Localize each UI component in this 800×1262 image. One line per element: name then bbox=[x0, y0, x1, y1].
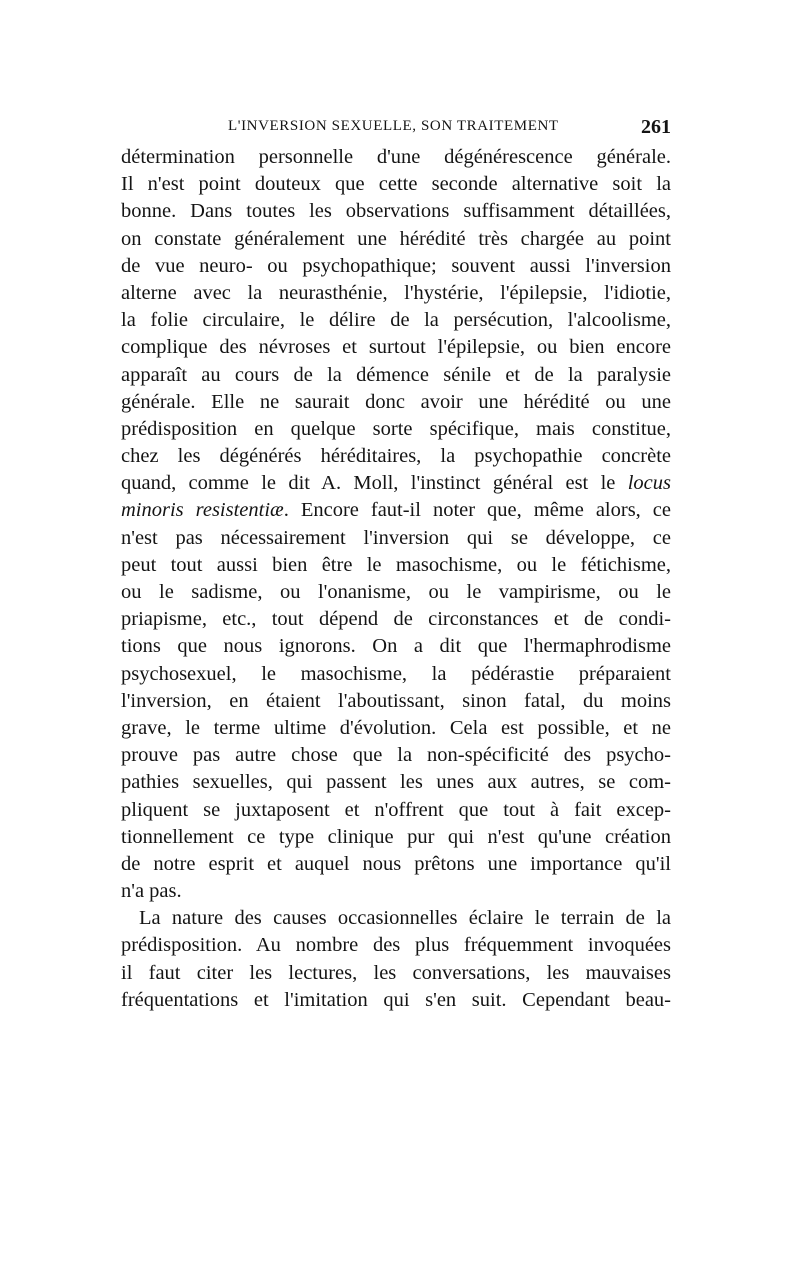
text-line: il faut citer les lectures, les conversations, les mauvaises bbox=[121, 961, 671, 984]
paragraph-start-line: La nature des causes occasionnelles éclaire le terrain de la bbox=[139, 907, 671, 930]
text-line: générale. Elle ne saurait donc avoir une hérédité ou une bbox=[121, 390, 671, 413]
text-line: pliquent se juxtaposent et n'offrent que tout à fait excep- bbox=[121, 798, 671, 821]
running-header bbox=[121, 116, 671, 140]
text-line: chez les dégénérés héréditaires, la psychopathie concrète bbox=[121, 445, 671, 468]
text-line: apparaît au cours de la démence sénile et de la paralysie bbox=[121, 363, 671, 386]
text-line: ou le sadisme, ou l'onanisme, ou le vampirisme, ou le bbox=[121, 581, 671, 603]
text-line: détermination personnelle d'une dégénérescence générale. bbox=[121, 146, 671, 168]
text-line: de vue neuro- ou psychopathique; souvent aussi l'inversion bbox=[121, 254, 671, 277]
text-line: prédisposition. Au nombre des plus fréquemment invoquées bbox=[121, 934, 671, 957]
text-line: la folie circulaire, le délire de la persécution, l'alcoolisme, bbox=[121, 309, 671, 332]
text-line: bonne. Dans toutes les observations suffisamment détaillées, bbox=[121, 200, 671, 223]
text-line: de notre esprit et auquel nous prêtons une importance qu'il bbox=[121, 852, 671, 875]
text-line: psychosexuel, le masochisme, la pédérastie préparaient bbox=[121, 662, 671, 685]
text-line: grave, le terme ultime d'évolution. Cela est possible, et ne bbox=[121, 716, 671, 739]
text-line: complique des névroses et surtout l'épilepsie, ou bien encore bbox=[121, 336, 671, 359]
running-title: L'INVERSION SEXUELLE, SON TRAITEMENT bbox=[228, 118, 559, 134]
italic-latin-phrase: minoris resistentiæ bbox=[121, 499, 284, 522]
text-line: tions que nous ignorons. On a dit que l'hermaphrodisme bbox=[121, 635, 671, 658]
text-line: Il n'est point douteux que cette seconde alternative soit la bbox=[121, 173, 671, 196]
text-line: priapisme, etc., tout dépend de circonstances et de condi- bbox=[121, 608, 671, 631]
text-line: l'inversion, en étaient l'aboutissant, sinon fatal, du moins bbox=[121, 689, 671, 712]
text-line-with-italic bbox=[121, 470, 671, 497]
text-line: fréquentations et l'imitation qui s'en suit. Cependant beau- bbox=[121, 988, 671, 1011]
roman-text: . Encore faut-il noter que, même alors, ce bbox=[283, 499, 671, 522]
text-line: pathies sexuelles, qui passent les unes aux autres, se com- bbox=[121, 771, 671, 794]
text-line-with-italic bbox=[121, 497, 671, 524]
body-text bbox=[121, 144, 671, 1014]
text-line: n'est pas nécessairement l'inversion qui se développe, ce bbox=[121, 526, 671, 549]
roman-text: quand, comme le dit A. Moll, l'instinct général est le bbox=[121, 472, 628, 495]
text-line: prédisposition en quelque sorte spécifique, mais constitue, bbox=[121, 417, 671, 440]
text-line: on constate généralement une hérédité très chargée au point bbox=[121, 227, 671, 250]
text-line: prouve pas autre chose que la non-spécificité des psycho- bbox=[121, 744, 671, 767]
text-line: alterne avec la neurasthénie, l'hystérie, l'épilepsie, l'idiotie, bbox=[121, 281, 671, 304]
italic-latin-phrase: locus bbox=[627, 472, 671, 495]
text-line: peut tout aussi bien être le masochisme, ou le fétichisme, bbox=[121, 553, 671, 576]
page-number: 261 bbox=[641, 116, 671, 138]
paragraph-end-line: n'a pas. bbox=[121, 880, 182, 903]
text-line: tionnellement ce type clinique pur qui n'est qu'une création bbox=[121, 825, 671, 848]
